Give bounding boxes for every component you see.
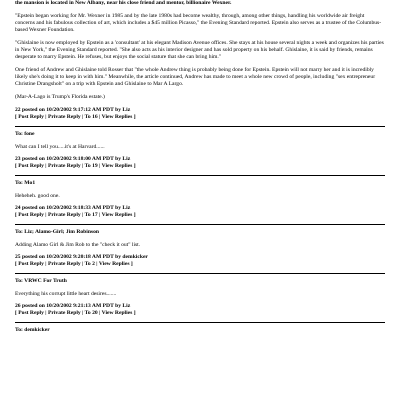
- post-meta: [15, 254, 385, 261]
- post-posted-line: posted on 10/20/2002 9:18:33 AM PDT by Liz: [22, 205, 131, 211]
- post-text: Everything his corrupt little heart desires.......: [15, 291, 117, 297]
- to-link[interactable]: [85, 310, 98, 316]
- to-link-number: 16: [92, 114, 98, 120]
- view-replies-link[interactable]: View Replies: [101, 163, 133, 169]
- divider: [15, 175, 385, 176]
- post-to-line: To: demkicker: [15, 327, 50, 333]
- private-reply-link[interactable]: Private Reply: [47, 212, 81, 218]
- post-number: 25: [15, 254, 21, 260]
- post-number: 26: [15, 303, 21, 309]
- divider: [15, 322, 385, 323]
- post-number: 22: [15, 107, 21, 113]
- post-reply-link[interactable]: Post Reply: [18, 261, 44, 267]
- article-paragraph: One friend of Andrew and Ghislaine told Rosser that "the whole Andrew thing is probably being done for Epstein. Epstein will not marry her and it is incredibly likely she's doing it to keep in with him." Meanwhile, the article continued, Andrew has made to meet a whole new crowd of people, including "sex entrepreneur Christine Drangsholt" on a trip with Epstein and Ghislaine to Mar A Largo.: [15, 67, 376, 87]
- private-reply-link[interactable]: Private Reply: [47, 114, 81, 120]
- post-reply-link[interactable]: Post Reply: [18, 114, 44, 120]
- post-reply-link[interactable]: Post Reply: [18, 163, 44, 169]
- post-posted-line: posted on 10/20/2002 9:18:00 AM PDT by Liz: [22, 156, 131, 162]
- post-text: Adding Alamo Girl & Jim Rob to the "check it out" list.: [15, 242, 141, 248]
- to-link-prefix: To: [84, 310, 91, 316]
- to-link-number: 19: [92, 163, 98, 169]
- to-link[interactable]: [85, 212, 98, 218]
- post-meta: [15, 107, 385, 114]
- to-link[interactable]: [85, 114, 98, 120]
- post-meta: [15, 205, 385, 212]
- post-links: [ Post Reply | Private Reply | To 20 | View Replies ]: [15, 310, 136, 316]
- post-text: What can I tell you.....it's at Harvard......: [15, 144, 105, 150]
- divider: [15, 273, 385, 274]
- private-reply-link[interactable]: Private Reply: [47, 163, 81, 169]
- post-footer: [15, 254, 385, 298]
- post-reply-link[interactable]: Post Reply: [18, 212, 44, 218]
- post-to-line: To: VRWC For Truth: [15, 278, 67, 284]
- post-posted-line: posted on 10/20/2002 9:20:18 AM PDT by demkicker: [22, 254, 148, 260]
- private-reply-link[interactable]: Private Reply: [47, 310, 81, 316]
- post-text: Heheheh. good one.: [15, 193, 60, 199]
- view-replies-link[interactable]: View Replies: [101, 310, 133, 316]
- to-link-prefix: To: [84, 114, 91, 120]
- post-to-line: To: Liz; Alamo-Girl; Jim Robinson: [15, 229, 100, 235]
- view-replies-link[interactable]: View Replies: [101, 212, 133, 218]
- post-footer: [15, 205, 385, 249]
- post-links: [ Post Reply | Private Reply | To 16 | View Replies ]: [15, 114, 136, 120]
- document-page: [15, 0, 385, 400]
- post-to-line: To: fone: [15, 131, 35, 137]
- to-link-number: 17: [92, 212, 98, 218]
- divider: [15, 224, 385, 225]
- post-meta: [15, 156, 385, 163]
- to-link-number: 20: [92, 310, 98, 316]
- private-reply-link[interactable]: Private Reply: [47, 261, 81, 267]
- post-links: [ Post Reply | Private Reply | To 17 | View Replies ]: [15, 212, 136, 218]
- view-replies-link[interactable]: View Replies: [98, 261, 130, 267]
- to-link-prefix: To: [84, 163, 91, 169]
- post-links: [ Post Reply | Private Reply | To 19 | View Replies ]: [15, 163, 136, 169]
- to-link-prefix: To: [84, 212, 91, 218]
- article-paragraph: "Ghislaine is now employed by Epstein as a 'consultant' at his elegant Madison Avenue offices. She stays at his house several nights a week and organizes his parties in New York," the Evening Standard reported. "She also acts as his interior designer and has sold property on his behalf. Ghislaine, it is said by friends, remains desperate to marry Epstein. He refuses, but enjoys the social stature that she can bring him.": [15, 40, 384, 60]
- to-link[interactable]: [85, 163, 98, 169]
- post-to-line: To: Mo1: [15, 180, 36, 186]
- post-posted-line: posted on 10/20/2002 9:17:12 AM PDT by Liz: [22, 107, 131, 113]
- article-paragraph: (Mar-A-Lago is Trump's Florida estate.): [15, 94, 105, 100]
- post-footer: [15, 303, 385, 334]
- view-replies-link[interactable]: View Replies: [101, 114, 133, 120]
- to-link-prefix: To: [84, 261, 91, 267]
- post-meta: [15, 303, 385, 310]
- post-reply-link[interactable]: Post Reply: [18, 310, 44, 316]
- post-footer: [15, 156, 385, 200]
- post-footer: [15, 107, 385, 151]
- divider: [15, 126, 385, 127]
- post-number: 24: [15, 205, 21, 211]
- post-links: [ Post Reply | Private Reply | To 2 | View Replies ]: [15, 261, 133, 267]
- article-paragraph: "Epstein began working for Mr. Wexner in 1985 and by the late 1980s had become wealthy, through, among other things, handling his worldwide air freight concerns and his fabulous collection of art, which includes a $45 million Picasso," the Evening Standard reported. Epstein also serves as a trustee of the Columbus-based Wexner Foundation.: [15, 13, 382, 33]
- to-link[interactable]: [85, 261, 95, 267]
- to-link-number: 2: [92, 261, 95, 267]
- post-posted-line: posted on 10/20/2002 9:21:13 AM PDT by Liz: [22, 303, 131, 309]
- intro-line: the mansion is located in New Albany, near his close friend and mentor, billionaire Wexner.: [15, 0, 232, 6]
- post-number: 23: [15, 156, 21, 162]
